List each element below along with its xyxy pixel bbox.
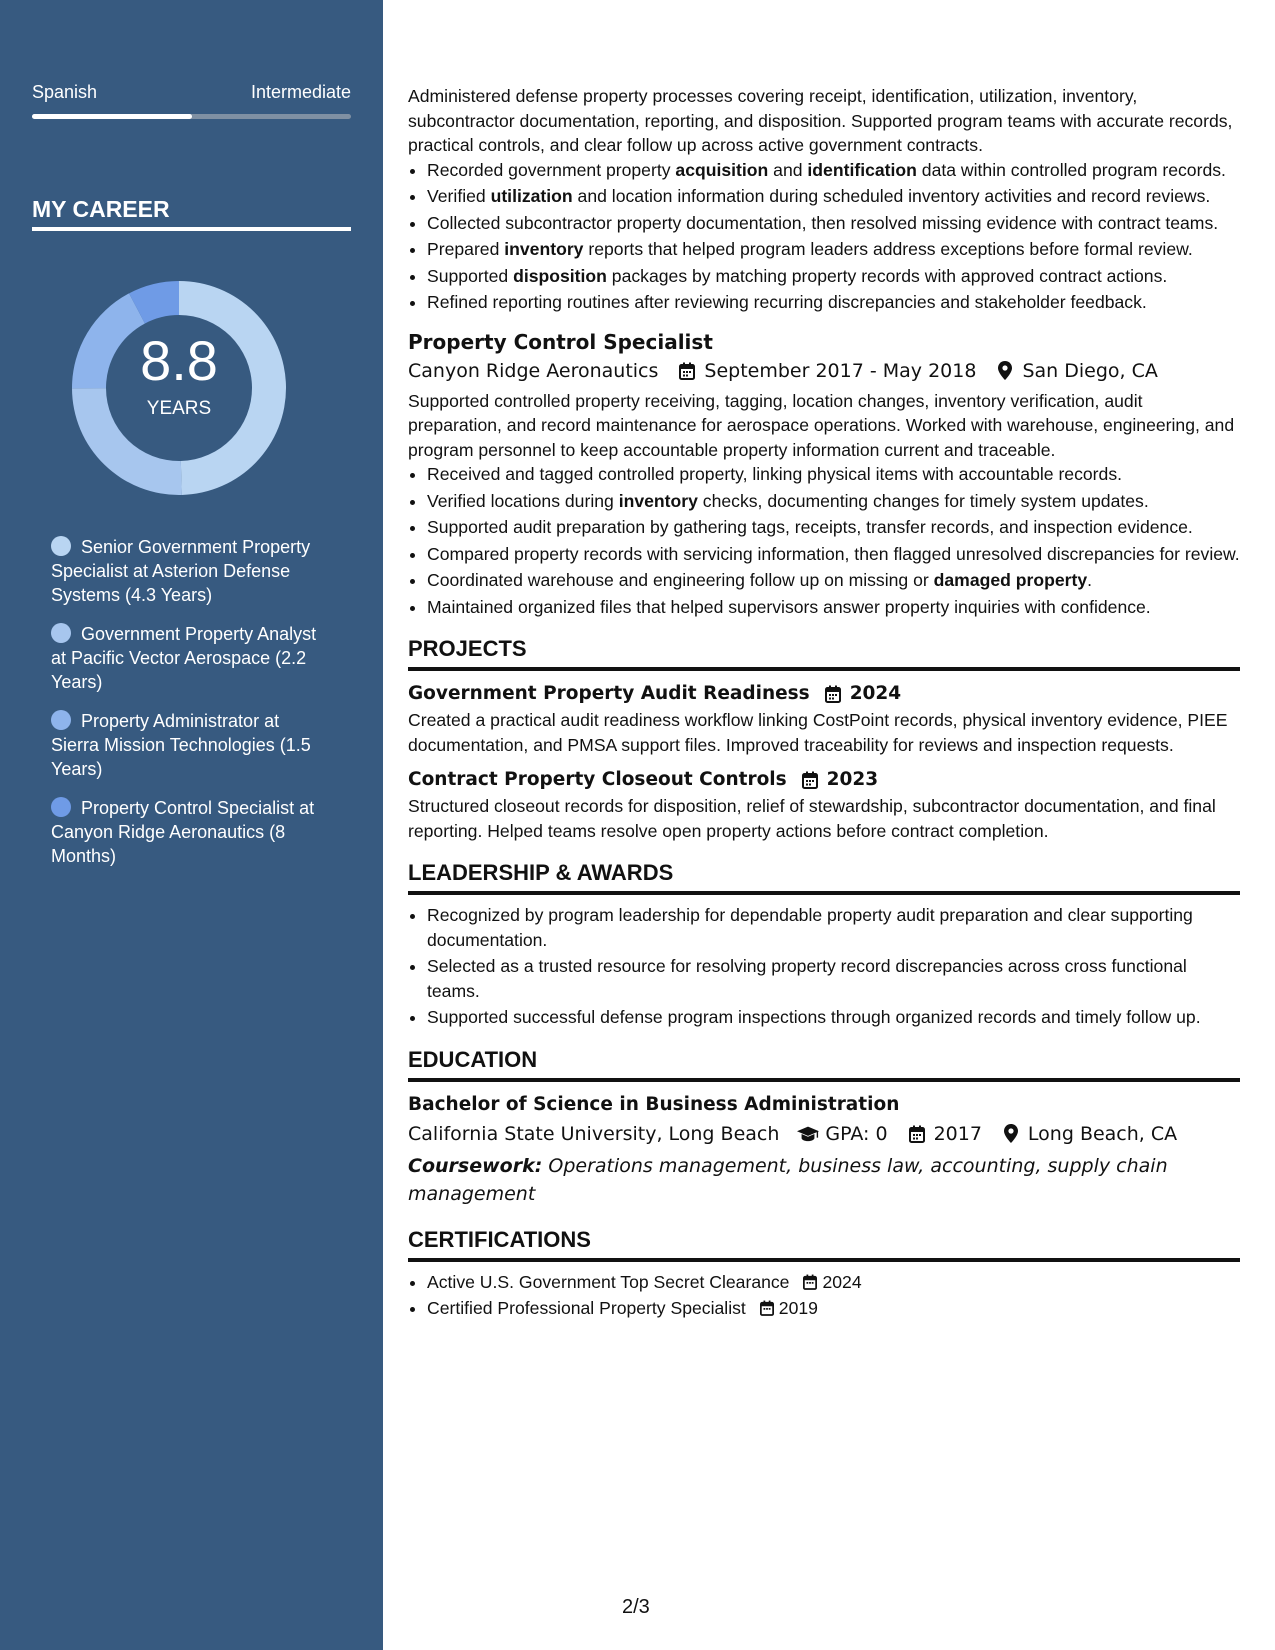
bullet-item — [427, 237, 1240, 262]
education-coursework — [408, 1152, 1240, 1208]
bullet-keyword: inventory — [504, 239, 584, 259]
project-description: Created a practical audit readiness workflow linking CostPoint records, physical inventory evidence, PIEE documentation, and PMSA support files. Improved traceability for reviews and inspection requests. — [408, 710, 1228, 755]
calendar-icon — [799, 769, 821, 791]
career-heading: MY CAREER — [32, 196, 170, 222]
job2-company: Canyon Ridge Aeronautics — [408, 359, 659, 382]
project-name: Government Property Audit Readiness — [408, 683, 810, 704]
bullet-keyword: damaged property — [933, 570, 1088, 590]
career-item — [51, 535, 331, 607]
legend-dot — [51, 797, 71, 817]
projects-heading: PROJECTS — [408, 635, 1240, 671]
education-year: 2017 — [933, 1122, 982, 1145]
bullet-keyword: utilization — [490, 186, 573, 206]
language-proficiency-bar — [32, 114, 351, 119]
education-location: Long Beach, CA — [1027, 1122, 1178, 1145]
bullet-text: Coordinated warehouse and engineering follow up on missing or — [427, 570, 934, 590]
certifications-heading: CERTIFICATIONS — [408, 1226, 1240, 1262]
bullet-text: Recorded government property — [427, 159, 676, 180]
career-item — [51, 796, 331, 868]
leadership-item: • Recognized by program leadership for dependable property audit preparation and clear supporting documentation. — [427, 903, 1240, 952]
certification-name: • Active U.S. Government Top Secret Clearance — [427, 1271, 790, 1292]
bullet-text: Prepared — [427, 239, 505, 259]
bullet-text: and location information during scheduled inventory activities and record reviews. — [572, 186, 1211, 206]
bullet-keyword: identification — [807, 159, 917, 180]
project-year: 2024 — [849, 683, 902, 704]
bullet-text: Supported audit preparation by gathering tags, receipts, transfer records, and inspection evidence. — [427, 517, 1193, 537]
career-item-text: Property Administrator at Sierra Mission Technologies (1.5 Years) — [51, 711, 311, 779]
calendar-icon — [758, 1297, 776, 1319]
bullet-item — [427, 515, 1240, 540]
project-year: 2023 — [826, 769, 879, 790]
sidebar — [0, 0, 383, 1650]
legend-dot — [51, 536, 71, 556]
donut-value: 8.8 — [140, 329, 218, 392]
certification-item — [427, 1296, 1240, 1321]
legend-dot — [51, 623, 71, 643]
bullet-text: and — [768, 159, 808, 180]
donut-unit: YEARS — [146, 398, 212, 419]
map-pin-icon — [994, 360, 1016, 382]
career-item-text: Senior Government Property Specialist at Asterion Defense Systems (4.3 Years) — [51, 537, 311, 605]
bullet-text: data within controlled program records. — [916, 159, 1226, 180]
career-years-donut — [62, 271, 296, 505]
bullet-item — [427, 595, 1240, 620]
calendar-icon — [676, 360, 698, 382]
bullet-text: Collected subcontractor property documentation, then resolved missing evidence with contract teams. — [427, 212, 1219, 233]
job2-location: San Diego, CA — [1022, 359, 1158, 382]
job2-title: Property Control Specialist — [408, 329, 713, 354]
certification-year: 2024 — [822, 1271, 862, 1292]
career-item — [51, 622, 331, 694]
project-title — [408, 680, 1240, 708]
calendar-icon — [822, 683, 844, 705]
bullet-text: packages by matching property records with approved contract actions. — [606, 265, 1168, 286]
career-item — [51, 709, 331, 781]
leadership-item: • Supported successful defense program inspections through organized records and timely follow up. — [427, 1005, 1240, 1030]
education-gpa: GPA: 0 — [825, 1122, 888, 1145]
calendar-icon — [801, 1271, 819, 1293]
calendar-icon — [906, 1123, 928, 1145]
bullet-item — [427, 264, 1240, 289]
leadership-item: • Selected as a trusted resource for resolving property record discrepancies across cross functional teams. — [427, 954, 1240, 1003]
job2-meta — [408, 356, 1240, 386]
leadership-heading: LEADERSHIP & AWARDS — [408, 859, 1240, 895]
bullet-keyword: disposition — [513, 265, 607, 286]
bullet-item — [427, 542, 1240, 567]
certifications-list — [408, 1270, 1240, 1321]
job2-bullets — [408, 462, 1240, 619]
bullet-keyword: inventory — [618, 490, 698, 511]
legend-dot — [51, 710, 71, 730]
main-content — [408, 84, 1240, 1323]
project-description: Structured closeout records for disposition, relief of stewardship, subcontractor documentation, and final reporting. Helped teams resolve open property actions before contract completion. — [408, 796, 1216, 841]
language-level: Intermediate — [250, 82, 351, 102]
certification-item — [427, 1270, 1240, 1295]
bullet-text: Supported — [427, 265, 514, 286]
coursework-label: Coursework: — [408, 1154, 543, 1177]
bullet-text: Maintained organized files that helped supervisors answer property inquiries with confidence. — [427, 596, 1151, 617]
donut-segment — [72, 293, 145, 388]
education-degree: Bachelor of Science in Business Administration — [408, 1093, 900, 1115]
donut-chart — [62, 271, 296, 505]
bullet-text: checks, documenting changes for timely system updates. — [697, 490, 1149, 511]
bullet-text: . — [1087, 570, 1093, 590]
certification-year: 2019 — [778, 1298, 818, 1318]
bullet-item — [427, 462, 1240, 487]
bullet-keyword: acquisition — [675, 159, 769, 180]
language-name: Spanish — [32, 82, 98, 102]
job2-summary: Supported controlled property receiving, tagging, location changes, inventory verification, audit preparation, and record maintenance for aerospace operations. Worked with warehouse, engineering, and program personnel to keep accountable property information current and traceable. — [408, 390, 1235, 460]
bullet-item — [427, 489, 1240, 514]
bullet-text: reports that helped program leaders address exceptions before formal review. — [583, 239, 1193, 259]
job1-summary: Administered defense property processes covering receipt, identification, utilization, inventory, subcontractor documentation, reporting, and disposition. Supported program teams with accurate records, practical controls, and clear follow up across active government contracts. — [408, 86, 1233, 155]
page-number: 2/3 — [622, 1596, 650, 1618]
education-meta — [408, 1119, 1240, 1149]
bullet-text: Verified locations during — [427, 490, 619, 511]
bullet-item — [427, 211, 1240, 236]
career-item-text: Government Property Analyst at Pacific Vector Aerospace (2.2 Years) — [51, 624, 317, 692]
project-name: Contract Property Closeout Controls — [408, 769, 787, 790]
project-title — [408, 766, 1240, 794]
career-heading-rule — [32, 227, 351, 231]
bullet-item — [427, 158, 1240, 183]
language-row — [32, 82, 351, 103]
leadership-bullets — [408, 903, 1240, 1030]
bullet-text: Compared property records with servicing information, then flagged unresolved discrepancies for review. — [427, 543, 1240, 564]
graduation-cap-icon — [797, 1123, 819, 1145]
career-item-text: Property Control Specialist at Canyon Ridge Aeronautics (8 Months) — [51, 798, 315, 866]
job1-bullets — [408, 158, 1240, 315]
coursework-text: Operations management, business law, accounting, supply chain management — [408, 1154, 1168, 1205]
map-pin-icon — [1000, 1123, 1022, 1145]
bullet-item — [427, 568, 1240, 593]
education-heading: EDUCATION — [408, 1046, 1240, 1082]
education-school: California State University, Long Beach — [408, 1122, 780, 1145]
bullet-text: Refined reporting routines after reviewing recurring discrepancies and stakeholder feedback. — [427, 292, 1147, 312]
bullet-text: Received and tagged controlled property, linking physical items with accountable records. — [427, 464, 1123, 484]
certification-name: • Certified Professional Property Specialist — [427, 1298, 746, 1318]
career-list — [51, 535, 331, 883]
bullet-item — [427, 290, 1240, 315]
job2-dates: September 2017 - May 2018 — [704, 359, 977, 382]
bullet-text: Verified — [427, 186, 491, 206]
language-proficiency-fill — [32, 114, 192, 119]
bullet-item — [427, 184, 1240, 209]
